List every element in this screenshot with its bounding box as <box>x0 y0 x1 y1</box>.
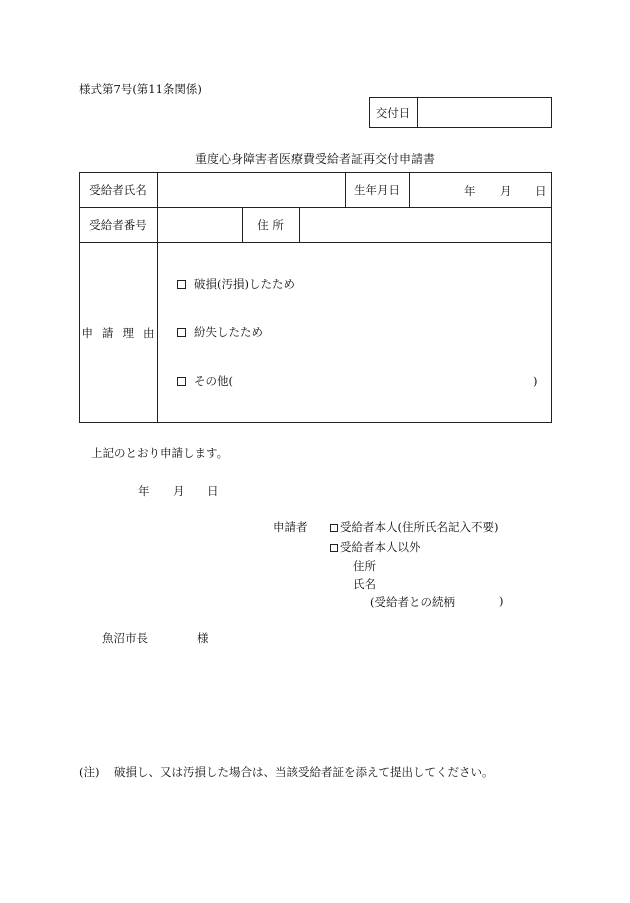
reason-other-field[interactable] <box>242 373 532 389</box>
applicant-address-label: 住所 <box>353 559 376 573</box>
reason-other-checkbox[interactable] <box>177 377 186 386</box>
applicant-other-checkbox[interactable] <box>330 544 338 552</box>
recipient-name-field[interactable] <box>158 173 344 206</box>
note-text: 破損し、又は汚損した場合は、当該受給者証を添えて提出してください。 <box>114 765 494 779</box>
reason-lost[interactable] <box>177 324 263 340</box>
reason-other-close: ) <box>533 374 538 388</box>
applicant-self-checkbox[interactable] <box>330 524 338 532</box>
applicant-relation-close: ) <box>499 594 504 608</box>
addressee-honorific: 様 <box>197 631 209 645</box>
addressee-title: 魚沼市長 <box>102 631 148 645</box>
application-day: 日 <box>207 484 219 498</box>
applicant-self-text: 受給者本人(住所氏名記入不要) <box>340 520 499 534</box>
recipient-name-label: 受給者氏名 <box>89 182 147 197</box>
issue-date-label: 交付日 <box>375 105 411 120</box>
reason-damaged-text: 破損(汚損)したため <box>194 277 295 291</box>
applicant-other-text: 受給者本人以外 <box>340 540 421 554</box>
reason-other-text: その他( <box>194 374 233 388</box>
form-number: 様式第7号(第11条関係) <box>79 82 202 96</box>
recipient-number-field[interactable] <box>158 208 241 241</box>
applicant-option-self[interactable] <box>330 519 498 535</box>
birth-year-unit: 年 <box>464 184 476 198</box>
applicant-relation-label: (受給者との続柄 <box>370 595 455 609</box>
birth-day-unit: 日 <box>535 184 547 198</box>
applicant-option-other[interactable] <box>330 539 421 555</box>
reason-label: 申請理由 <box>81 325 164 340</box>
applicant-name-label: 氏名 <box>353 577 376 591</box>
birth-date-label: 生年月日 <box>354 182 400 197</box>
statement-text: 上記のとおり申請します。 <box>91 446 229 460</box>
reason-other[interactable] <box>177 373 233 389</box>
recipient-number-label: 受給者番号 <box>89 217 147 232</box>
reason-lost-checkbox[interactable] <box>177 328 186 337</box>
address-label: 住 所 <box>257 217 284 232</box>
application-month: 月 <box>173 484 185 498</box>
form-title: 重度心身障害者医療費受給者証再交付申請書 <box>194 152 435 166</box>
applicant-label: 申請者 <box>273 520 308 534</box>
application-year: 年 <box>138 484 150 498</box>
birth-date-field[interactable] <box>410 173 551 206</box>
reason-damaged-checkbox[interactable] <box>177 280 186 289</box>
reason-lost-text: 紛失したため <box>194 325 263 339</box>
reason-damaged[interactable] <box>177 276 295 292</box>
address-field[interactable] <box>300 208 551 241</box>
note-label: (注) <box>79 765 100 779</box>
birth-month-unit: 月 <box>500 184 512 198</box>
issue-date-field[interactable] <box>418 98 551 127</box>
